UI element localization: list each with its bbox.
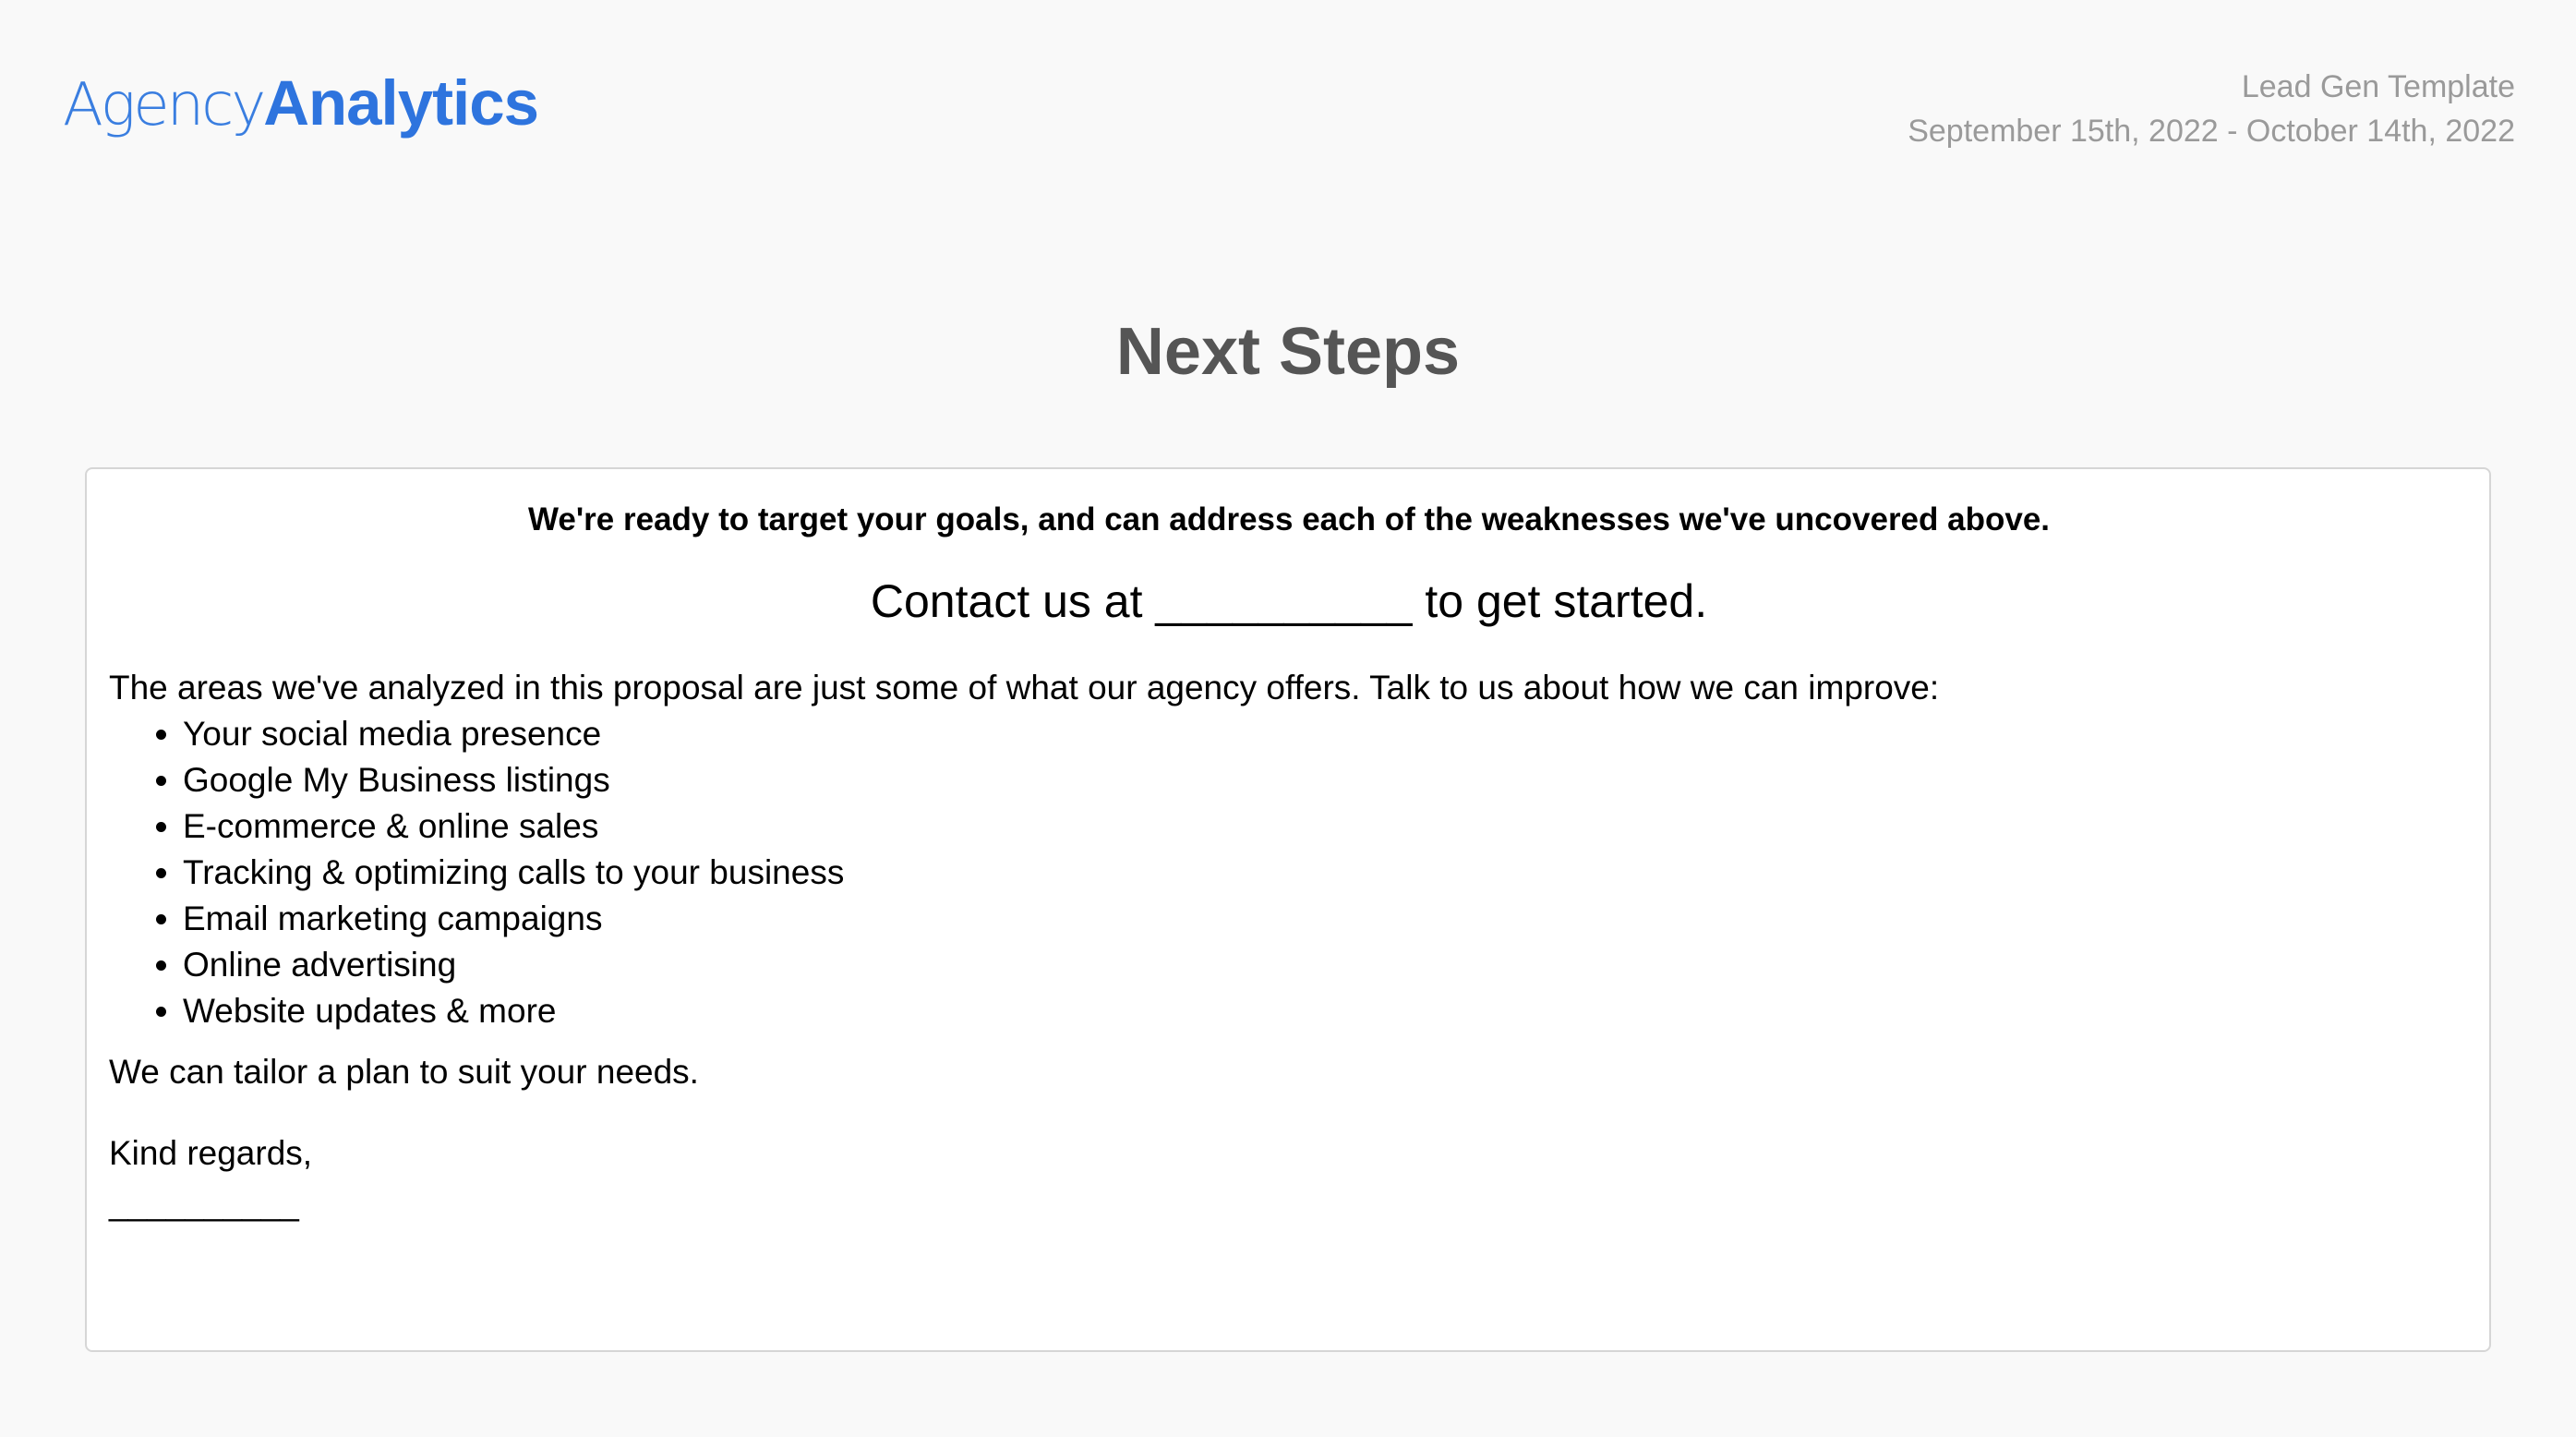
intro-paragraph: The areas we've analyzed in this proposal are just some of what our agency offers. Talk to us about how we can improve: (109, 669, 1940, 706)
list-item: • Online advertising (183, 942, 2469, 988)
list-item: • Your social media presence (183, 711, 2469, 757)
report-meta (1908, 65, 2515, 153)
tailor-statement: We can tailor a plan to suit your needs. (109, 1053, 699, 1091)
signature-line: __________ (109, 1184, 299, 1222)
list-item: • E-commerce & online sales (183, 803, 2469, 850)
page-title: Next Steps (1115, 315, 1461, 389)
contact-line: Contact us at __________ to get started. (870, 575, 1708, 627)
lead-statement: We're ready to target your goals, and can address each of the weaknesses we've uncovered above. (527, 501, 2051, 537)
list-item: • Tracking & optimizing calls to your business (183, 850, 2469, 896)
logo-text-analytics: Analytics (263, 67, 538, 139)
list-item: • Google My Business listings (183, 757, 2469, 803)
improvement-list (109, 711, 2469, 1034)
logo-text-agency: Agency (63, 71, 264, 139)
report-header (0, 0, 2576, 185)
date-range: September 15th, 2022 - October 14th, 2022 (1908, 114, 2515, 149)
card-content (109, 493, 2469, 1226)
list-item: • Website updates & more (183, 988, 2469, 1034)
closing-regards: Kind regards, (109, 1134, 313, 1172)
next-steps-card (85, 467, 2491, 1352)
list-item: • Email marketing campaigns (183, 896, 2469, 942)
agencyanalytics-logo[interactable] (63, 65, 538, 144)
template-name: Lead Gen Template (2241, 69, 2515, 104)
